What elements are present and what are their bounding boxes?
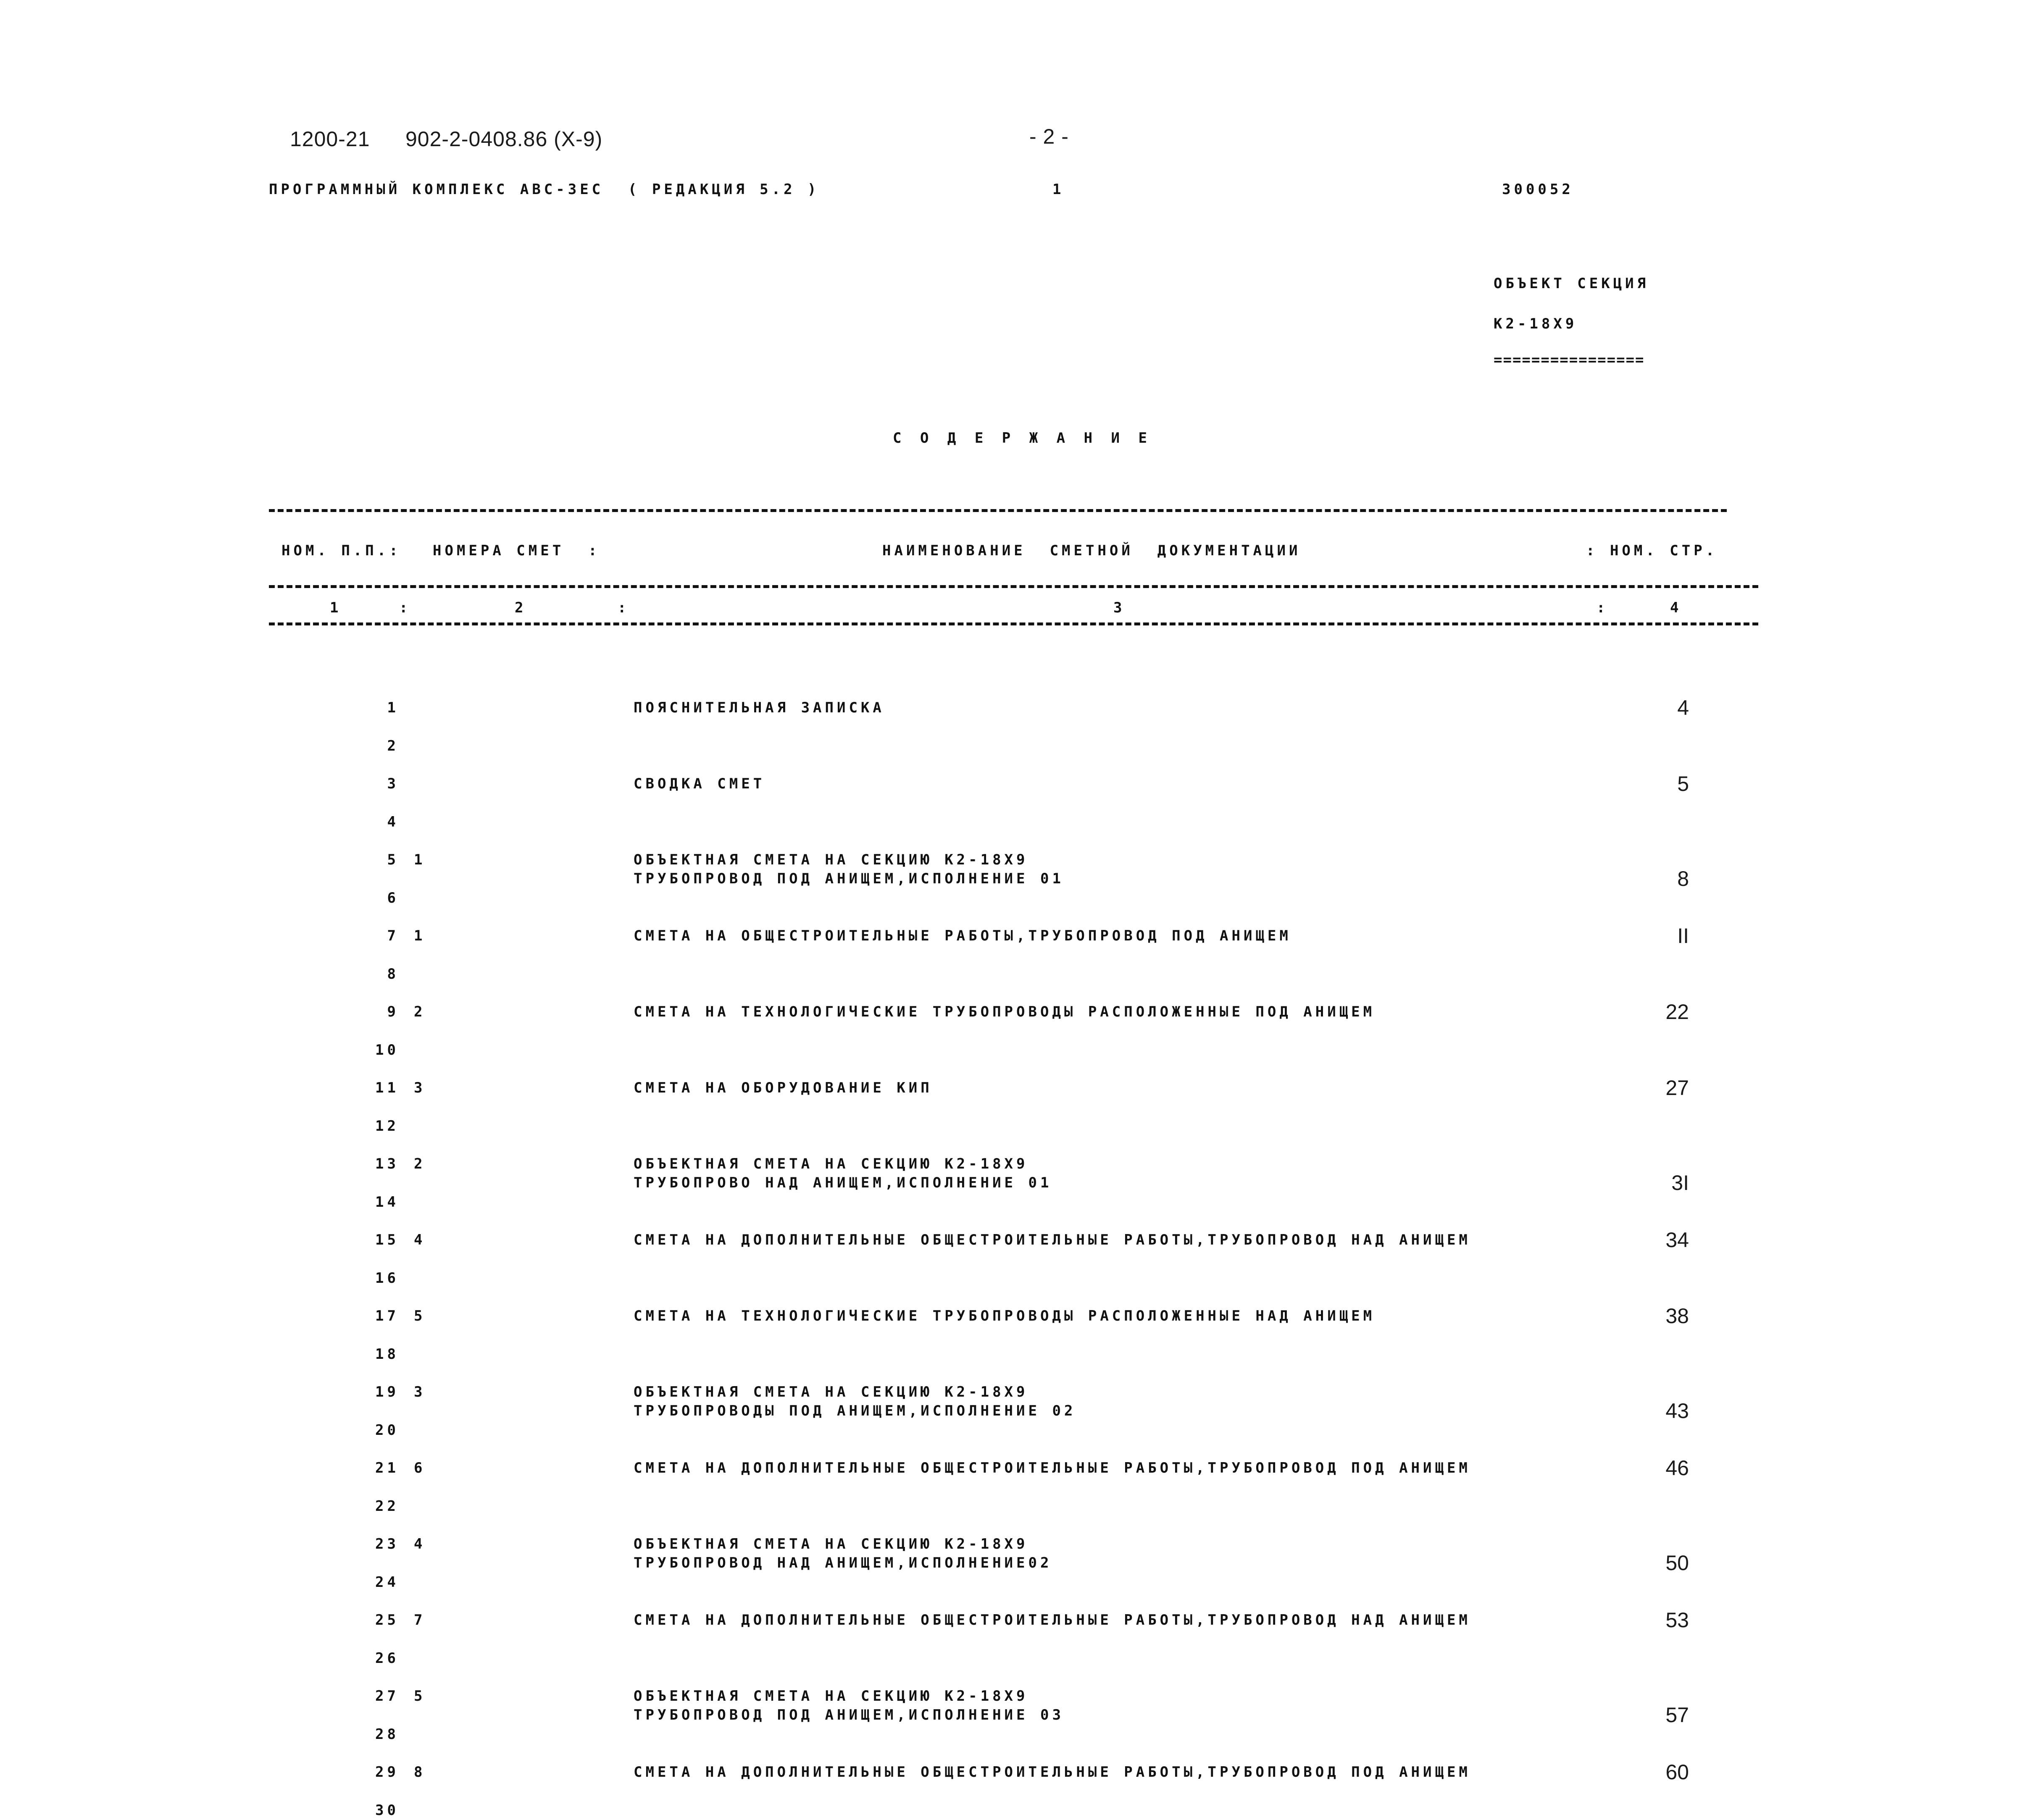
document-name: СМЕТА НА ОБОРУДОВАНИЕ КИП: [634, 1079, 933, 1096]
estimate-number: 5: [414, 1308, 426, 1324]
column-number-4: 4: [1670, 599, 1682, 616]
row-number: 5: [387, 851, 399, 868]
row-number: 10: [375, 1042, 399, 1058]
row-number: 7: [387, 927, 399, 944]
row-number: 22: [375, 1498, 399, 1515]
column-separator: :: [399, 599, 411, 616]
row-number: 17: [375, 1308, 399, 1324]
reference-code: 1200-21: [290, 127, 370, 151]
document-name: СМЕТА НА ТЕХНОЛОГИЧЕСКИЕ ТРУБОПРОВОДЫ РАСПОЛОЖЕННЫЕ НАД АНИЩЕМ: [634, 1308, 1376, 1324]
program-edition: ( РЕДАКЦИЯ 5.2 ): [628, 181, 820, 198]
estimate-number: 5: [414, 1688, 426, 1704]
row-number: 11: [375, 1079, 399, 1096]
sheet-number: 1: [1052, 181, 1065, 198]
contents-title: С О Д Е Р Ж А Н И Е: [893, 430, 1152, 446]
estimate-number: 3: [414, 1384, 426, 1400]
row-number: 2: [387, 738, 399, 754]
document-name: СМЕТА НА ДОПОЛНИТЕЛЬНЫЕ ОБЩЕСТРОИТЕЛЬНЫЕ РАБОТЫ,ТРУБОПРОВОД ПОД АНИЩЕМ: [634, 1460, 1471, 1476]
column-separator: :: [1597, 599, 1609, 616]
estimate-number: 8: [414, 1764, 426, 1781]
page-number: II: [1677, 924, 1689, 948]
column-header-page: : НОМ. СТР.: [1586, 542, 1718, 559]
object-underline: ================: [1494, 352, 1645, 368]
page-number: 4: [1677, 696, 1689, 720]
estimate-number: 7: [414, 1612, 426, 1628]
document-name: ПОЯСНИТЕЛЬНАЯ ЗАПИСКА: [634, 699, 885, 716]
document-name-continued: ТРУБОПРОВОД ПОД АНИЩЕМ,ИСПОЛНЕНИЕ 03: [634, 1707, 1064, 1723]
page-number: 38: [1665, 1304, 1689, 1328]
column-header-number: НОМ. П.П.:: [281, 542, 401, 559]
page-number: 3I: [1671, 1171, 1689, 1195]
estimate-number: 1: [414, 927, 426, 944]
document-name-continued: ТРУБОПРОВО НАД АНИЩЕМ,ИСПОЛНЕНИЕ 01: [634, 1174, 1052, 1191]
page-number: 5: [1677, 772, 1689, 796]
row-number: 28: [375, 1726, 399, 1743]
estimate-number: 1: [414, 851, 426, 868]
row-number: 29: [375, 1764, 399, 1781]
row-number: 20: [375, 1422, 399, 1439]
column-number-3: 3: [1113, 599, 1126, 616]
page-number: 34: [1665, 1228, 1689, 1252]
page-number-mark: - 2 -: [1029, 125, 1069, 148]
document-name: СМЕТА НА ОБЩЕСТРОИТЕЛЬНЫЕ РАБОТЫ,ТРУБОПРОВОД ПОД АНИЩЕМ: [634, 927, 1292, 944]
page-number: 27: [1665, 1076, 1689, 1100]
page-number: 43: [1665, 1399, 1689, 1423]
column-number-2: 2: [515, 599, 527, 616]
document-name: СВОДКА СМЕТ: [634, 775, 765, 792]
object-name: К2-18Х9: [1494, 315, 1578, 332]
estimate-number: 4: [414, 1536, 426, 1552]
estimate-number: 2: [414, 1003, 426, 1020]
document-code: 902-2-0408.86 (X-9): [405, 127, 603, 151]
program-code: 300052: [1502, 181, 1574, 198]
row-number: 14: [375, 1194, 399, 1211]
page-number: 8: [1677, 867, 1689, 890]
row-number: 26: [375, 1650, 399, 1667]
column-separator: :: [618, 599, 630, 616]
row-number: 21: [375, 1460, 399, 1476]
row-number: 24: [375, 1574, 399, 1591]
document-name: ОБЪЕКТНАЯ СМЕТА НА СЕКЦИЮ К2-18Х9: [634, 1688, 1028, 1704]
page-number: 50: [1665, 1551, 1689, 1575]
column-header-estimates: НОМЕРА СМЕТ :: [433, 542, 600, 559]
row-number: 27: [375, 1688, 399, 1704]
page-number: 53: [1665, 1608, 1689, 1632]
row-number: 18: [375, 1346, 399, 1363]
row-number: 1: [387, 699, 399, 716]
page-number: 46: [1665, 1456, 1689, 1480]
row-number: 4: [387, 814, 399, 830]
document-name-continued: ТРУБОПРОВОД НАД АНИЩЕМ,ИСПОЛНЕНИЕ02: [634, 1555, 1052, 1571]
row-number: 12: [375, 1118, 399, 1135]
object-label: ОБЪЕКТ СЕКЦИЯ: [1494, 275, 1649, 292]
row-number: 25: [375, 1612, 399, 1628]
document-name: ОБЪЕКТНАЯ СМЕТА НА СЕКЦИЮ К2-18Х9: [634, 1384, 1028, 1400]
document-name: ОБЪЕКТНАЯ СМЕТА НА СЕКЦИЮ К2-18Х9: [634, 851, 1028, 868]
row-number: 9: [387, 1003, 399, 1020]
program-title: ПРОГРАММНЫЙ КОМПЛЕКС АВС-3ЕС: [269, 181, 604, 198]
estimate-number: 2: [414, 1156, 426, 1172]
row-number: 30: [375, 1802, 399, 1819]
column-number-1: 1: [330, 599, 342, 616]
document-name: ОБЪЕКТНАЯ СМЕТА НА СЕКЦИЮ К2-18Х9: [634, 1536, 1028, 1552]
document-name: СМЕТА НА ТЕХНОЛОГИЧЕСКИЕ ТРУБОПРОВОДЫ РАСПОЛОЖЕННЫЕ ПОД АНИЩЕМ: [634, 1003, 1376, 1020]
document-name-continued: ТРУБОПРОВОДЫ ПОД АНИЩЕМ,ИСПОЛНЕНИЕ 02: [634, 1402, 1076, 1419]
document-name: СМЕТА НА ДОПОЛНИТЕЛЬНЫЕ ОБЩЕСТРОИТЕЛЬНЫЕ РАБОТЫ,ТРУБОПРОВОД ПОД АНИЩЕМ: [634, 1764, 1471, 1781]
row-number: 16: [375, 1270, 399, 1287]
row-number: 15: [375, 1232, 399, 1248]
column-header-name: НАИМЕНОВАНИЕ СМЕТНОЙ ДОКУМЕНТАЦИИ: [882, 542, 1301, 559]
document-name: СМЕТА НА ДОПОЛНИТЕЛЬНЫЕ ОБЩЕСТРОИТЕЛЬНЫЕ РАБОТЫ,ТРУБОПРОВОД НАД АНИЩЕМ: [634, 1232, 1471, 1248]
estimate-number: 4: [414, 1232, 426, 1248]
page-number: 57: [1665, 1703, 1689, 1727]
row-number: 8: [387, 966, 399, 982]
row-number: 3: [387, 775, 399, 792]
estimate-number: 3: [414, 1079, 426, 1096]
row-number: 19: [375, 1384, 399, 1400]
document-name: ОБЪЕКТНАЯ СМЕТА НА СЕКЦИЮ К2-18Х9: [634, 1156, 1028, 1172]
row-number: 13: [375, 1156, 399, 1172]
document-name: СМЕТА НА ДОПОЛНИТЕЛЬНЫЕ ОБЩЕСТРОИТЕЛЬНЫЕ РАБОТЫ,ТРУБОПРОВОД НАД АНИЩЕМ: [634, 1612, 1471, 1628]
row-number: 6: [387, 890, 399, 906]
page-number: 60: [1665, 1760, 1689, 1784]
document-name-continued: ТРУБОПРОВОД ПОД АНИЩЕМ,ИСПОЛНЕНИЕ 01: [634, 870, 1064, 887]
row-number: 23: [375, 1536, 399, 1552]
estimate-number: 6: [414, 1460, 426, 1476]
page-number: 22: [1665, 1000, 1689, 1024]
